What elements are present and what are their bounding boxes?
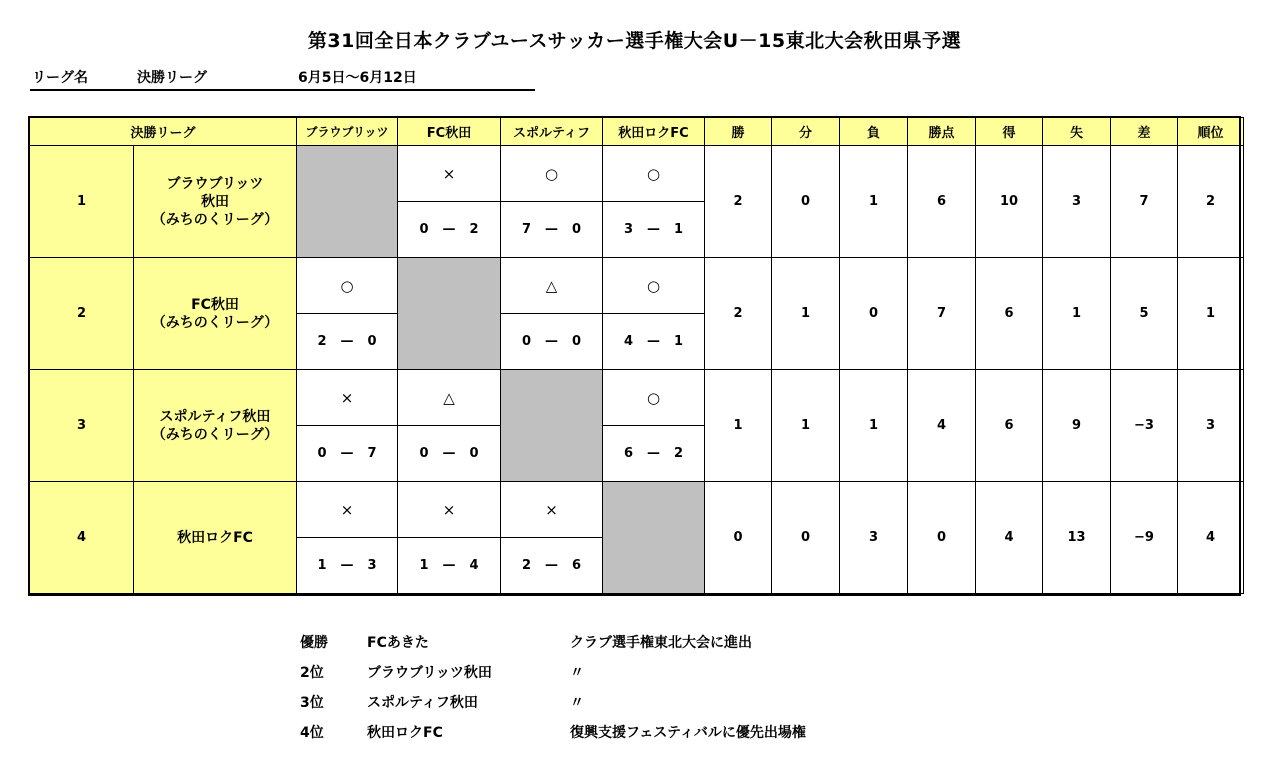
league-dates: 6月5日～6月12日 [298, 70, 417, 86]
score-dash: — [442, 446, 456, 461]
standing-team: 秋田ロクFC [367, 725, 443, 741]
match-score [501, 314, 603, 370]
stat-value: 4 [1178, 482, 1244, 594]
stat-value: 6 [976, 258, 1043, 370]
standing-note: クラブ選手権東北大会に進出 [570, 635, 752, 651]
match-score [297, 314, 398, 370]
score-dash: — [340, 446, 354, 461]
team-name-line: （みちのくリーグ） [151, 426, 279, 443]
stat-value: 3 [1043, 146, 1111, 258]
match-result: ○ [603, 258, 705, 314]
team-name-line: （みちのくリーグ） [151, 211, 279, 228]
score-home: 0 [419, 446, 429, 461]
team-name-line: FC秋田 [191, 296, 239, 313]
score-home: 0 [419, 222, 429, 237]
stat-value: 4 [976, 482, 1043, 594]
stat-value: 1 [772, 258, 840, 370]
row-number: 1 [30, 146, 134, 258]
header-stat: 得 [976, 118, 1043, 146]
stat-value: 1 [1178, 258, 1244, 370]
match-score [297, 538, 398, 594]
score-away: 1 [674, 222, 684, 237]
score-away: 6 [572, 558, 582, 573]
match-score [398, 426, 501, 482]
match-result: × [297, 370, 398, 426]
stat-value: 1 [840, 370, 908, 482]
standing-place: 2位 [300, 665, 324, 681]
header-team: FC秋田 [398, 118, 501, 146]
table-row [30, 258, 1244, 314]
score-away: 2 [469, 222, 479, 237]
stat-value: 0 [705, 482, 772, 594]
score-away: 0 [367, 334, 377, 349]
match-score [297, 426, 398, 482]
row-number: 3 [30, 370, 134, 482]
team-name [134, 482, 297, 594]
stat-value: 3 [1178, 370, 1244, 482]
league-info [30, 67, 535, 91]
table-row [30, 370, 1244, 426]
stat-value: 7 [908, 258, 976, 370]
header-stat: 失 [1043, 118, 1111, 146]
stat-value: 13 [1043, 482, 1111, 594]
score-away: 3 [367, 558, 377, 573]
match-result: ○ [297, 258, 398, 314]
score-dash: — [647, 446, 660, 461]
match-result: × [501, 482, 603, 538]
stat-value: 10 [976, 146, 1043, 258]
league-label: リーグ名 [32, 70, 88, 86]
match-score [398, 202, 501, 258]
score-away: 0 [572, 334, 582, 349]
score-home: 2 [317, 334, 327, 349]
score-home: 1 [419, 558, 429, 573]
standing-note: 復興支援フェスティバルに優先出場権 [570, 725, 806, 741]
stat-value: 7 [1111, 146, 1178, 258]
header-stat: 分 [772, 118, 840, 146]
match-score [501, 538, 603, 594]
match-score [398, 538, 501, 594]
team-name-line: （みちのくリーグ） [151, 314, 279, 331]
match-score [501, 202, 603, 258]
stat-value: −3 [1111, 370, 1178, 482]
standing-team: スポルティフ秋田 [367, 695, 478, 711]
stat-value: 2 [705, 258, 772, 370]
stat-value: 0 [772, 482, 840, 594]
stat-value: 1 [1043, 258, 1111, 370]
table-row [30, 146, 1244, 202]
score-home: 0 [317, 446, 327, 461]
table-row [30, 482, 1244, 538]
self-match-cell [398, 258, 501, 370]
match-score [603, 314, 705, 370]
stat-value: 6 [908, 146, 976, 258]
stat-value: 2 [705, 146, 772, 258]
stat-value: −9 [1111, 482, 1178, 594]
league-name: 決勝リーグ [137, 70, 207, 86]
standing-place: 3位 [300, 695, 324, 711]
standing-place: 4位 [300, 725, 324, 741]
score-home: 7 [521, 222, 531, 237]
team-name [134, 146, 297, 258]
standing-team: ブラウブリッツ秋田 [367, 665, 492, 681]
stat-value: 0 [840, 258, 908, 370]
score-dash: — [340, 334, 354, 349]
header-team: 秋田ロクFC [603, 118, 705, 146]
score-away: 0 [469, 446, 479, 461]
score-home: 2 [521, 558, 531, 573]
score-dash: — [545, 558, 558, 573]
stat-value: 0 [908, 482, 976, 594]
standing-team: FCあきた [367, 635, 429, 651]
match-result: △ [398, 370, 501, 426]
header-league: 決勝リーグ [30, 118, 297, 146]
score-home: 6 [623, 446, 633, 461]
standing-place: 優勝 [300, 635, 328, 651]
stat-value: 3 [840, 482, 908, 594]
header-team: ブラウブリッツ [297, 118, 398, 146]
page-title: 第31回全日本クラブユースサッカー選手権大会U－15東北大会秋田県予選 [307, 30, 962, 52]
match-score [603, 426, 705, 482]
match-result: × [398, 146, 501, 202]
row-number: 4 [30, 482, 134, 594]
score-dash: — [340, 558, 354, 573]
score-home: 3 [623, 222, 633, 237]
row-number: 2 [30, 258, 134, 370]
score-away: 2 [674, 446, 684, 461]
stat-value: 1 [772, 370, 840, 482]
stat-value: 0 [772, 146, 840, 258]
team-name-line: スポルティフ秋田 [159, 408, 271, 425]
score-away: 1 [674, 334, 684, 349]
header-stat: 差 [1111, 118, 1178, 146]
match-result: ○ [603, 146, 705, 202]
team-name [134, 370, 297, 482]
league-table [29, 117, 1244, 594]
score-dash: — [647, 334, 660, 349]
score-home: 4 [623, 334, 633, 349]
self-match-cell [501, 370, 603, 482]
table-header-row [30, 118, 1244, 146]
score-away: 7 [367, 446, 377, 461]
team-name-line: 秋田ロクFC [177, 529, 253, 546]
team-name-line: 秋田 [201, 193, 229, 210]
self-match-cell [603, 482, 705, 594]
stat-value: 2 [1178, 146, 1244, 258]
stat-value: 4 [908, 370, 976, 482]
stat-value: 6 [976, 370, 1043, 482]
header-stat: 負 [840, 118, 908, 146]
self-match-cell [297, 146, 398, 258]
score-dash: — [545, 222, 558, 237]
team-name-line: ブラウブリッツ [166, 175, 264, 192]
score-home: 0 [521, 334, 531, 349]
score-dash: — [442, 558, 456, 573]
match-result: ○ [603, 370, 705, 426]
score-dash: — [545, 334, 558, 349]
score-away: 0 [572, 222, 582, 237]
header-stat: 勝 [705, 118, 772, 146]
standing-note: 〃 [570, 665, 584, 681]
match-score [603, 202, 705, 258]
match-result: × [398, 482, 501, 538]
score-dash: — [442, 222, 456, 237]
header-stat: 順位 [1178, 118, 1244, 146]
team-name [134, 258, 297, 370]
score-home: 1 [317, 558, 327, 573]
header-stat: 勝点 [908, 118, 976, 146]
stat-value: 9 [1043, 370, 1111, 482]
score-dash: — [647, 222, 660, 237]
standing-note: 〃 [570, 695, 584, 711]
match-result: ○ [501, 146, 603, 202]
match-result: △ [501, 258, 603, 314]
match-result: × [297, 482, 398, 538]
stat-value: 1 [840, 146, 908, 258]
stat-value: 1 [705, 370, 772, 482]
header-team: スポルティフ [501, 118, 603, 146]
stat-value: 5 [1111, 258, 1178, 370]
score-away: 4 [469, 558, 479, 573]
